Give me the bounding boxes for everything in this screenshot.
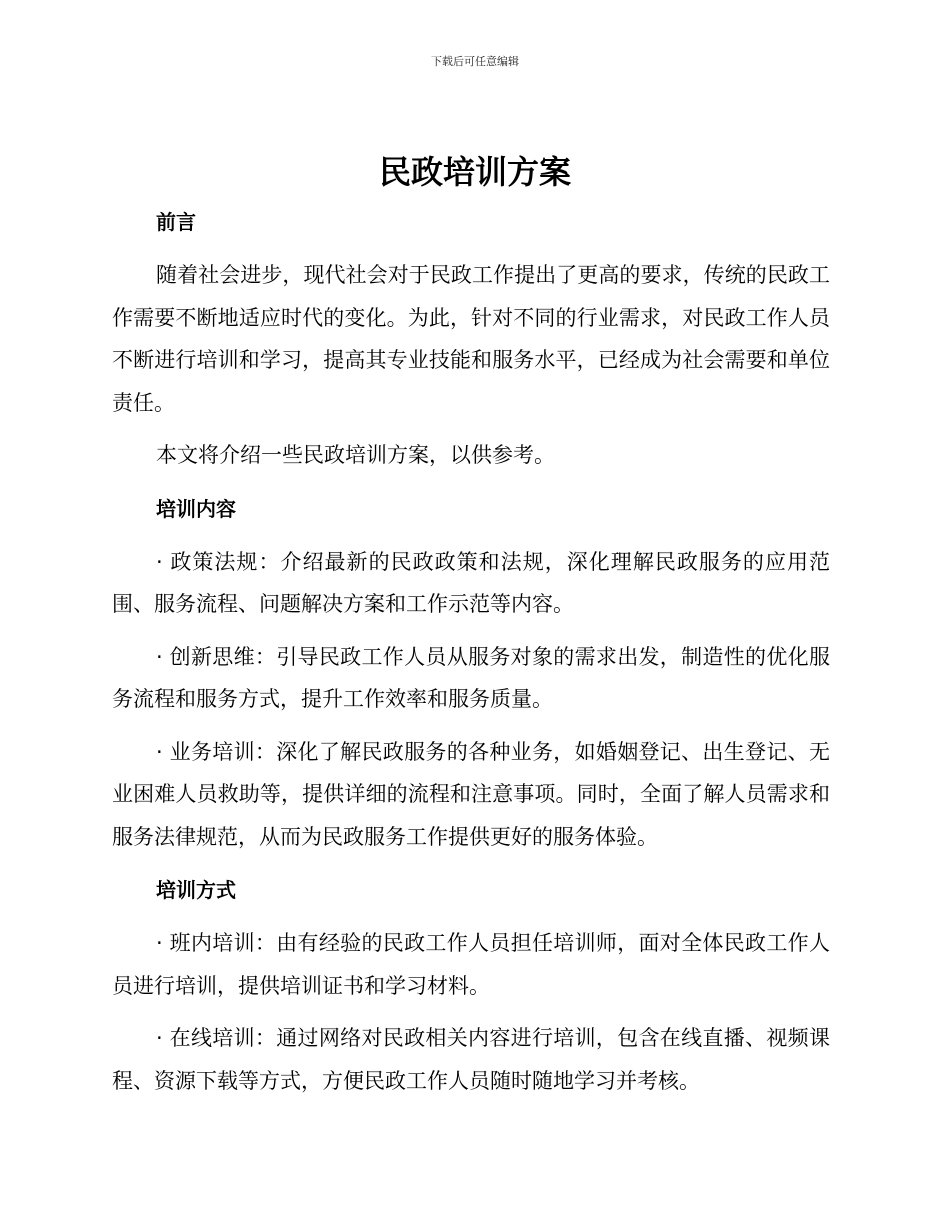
- document-title: 民政培训方案: [378, 153, 571, 191]
- section-training-content: [112, 487, 830, 859]
- bullet-item: · 在线培训：通过网络对民政相关内容进行培训，包含在线直播、视频课程、资源下载等方式，方便民政工作人员随时随地学习并考核。: [112, 1026, 830, 1093]
- section-preface: [112, 200, 830, 477]
- section-heading: 培训内容: [156, 496, 236, 521]
- section-heading: 前言: [156, 210, 196, 234]
- page-header: 下载后可任意编辑: [431, 55, 519, 68]
- bullet-item: · 班内培训：由有经验的民政工作人员担任培训师，面对全体民政工作人员进行培训，提供培训证书和学习材料。: [112, 931, 830, 998]
- bullet-item: · 创新思维：引导民政工作人员从服务对象的需求出发，制造性的优化服务流程和服务方式，提升工作效率和服务质量。: [112, 644, 830, 711]
- section-training-methods: [112, 868, 830, 1102]
- paragraph: 本文将介绍一些民政培训方案，以供参考。: [156, 443, 555, 467]
- document-body: [112, 200, 830, 1102]
- bullet-item: · 业务培训：深化了解民政服务的各种业务，如婚姻登记、出生登记、无业困难人员救助等，提供详细的流程和注意事项。同时，全面了解人员需求和服务法律规范，从而为民政服务工作提供更好的服务体验。: [112, 739, 830, 849]
- bullet-item: · 政策法规：介绍最新的民政政策和法规，深化理解民政服务的应用范围、服务流程、问题解决方案和工作示范等内容。: [112, 549, 830, 616]
- paragraph: 随着社会进步，现代社会对于民政工作提出了更高的要求，传统的民政工作需要不断地适应时代的变化。为此，针对不同的行业需求，对民政工作人员不断进行培训和学习，提高其专业技能和服务水平，已经成为社会需要和单位责任。: [112, 263, 830, 415]
- section-heading: 培训方式: [156, 878, 236, 902]
